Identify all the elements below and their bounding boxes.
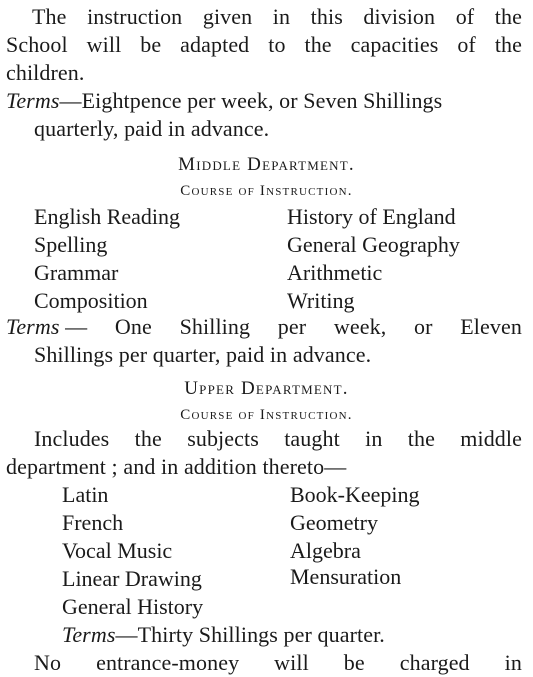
middle-subject: Composition bbox=[34, 288, 148, 313]
terms-label: Terms bbox=[6, 88, 60, 113]
middle-department-heading: Middle Department. bbox=[178, 154, 355, 175]
middle-subject: Grammar bbox=[34, 260, 119, 285]
middle-subject: General Geography bbox=[287, 232, 460, 257]
middle-terms-line-1: Terms — One Shilling per week, or Eleven bbox=[6, 314, 522, 339]
middle-course-subheading: Course of Instruction. bbox=[180, 183, 353, 199]
intro-line-1: The instruction given in this division of the bbox=[32, 4, 522, 29]
upper-intro-line-2: department ; and in addition thereto— bbox=[6, 454, 347, 479]
closing-line: No entrance-money will be charged in bbox=[34, 650, 522, 675]
middle-terms-line-2: Shillings per quarter, paid in advance. bbox=[34, 342, 372, 367]
terms-label: Terms bbox=[6, 314, 60, 339]
upper-terms-text: —Thirty Shillings per quarter. bbox=[115, 622, 385, 647]
upper-subject: Latin bbox=[62, 482, 109, 507]
terms-label: Terms bbox=[62, 622, 116, 647]
upper-subject: Geometry bbox=[290, 510, 378, 535]
upper-subject: French bbox=[62, 510, 124, 535]
infant-terms-line-2: quarterly, paid in advance. bbox=[34, 116, 270, 141]
middle-subject: History of England bbox=[287, 204, 456, 229]
intro-line-3: children. bbox=[6, 60, 85, 85]
upper-subject: General History bbox=[62, 594, 204, 619]
middle-subject: Spelling bbox=[34, 232, 108, 257]
upper-subject: Vocal Music bbox=[62, 538, 173, 563]
upper-subject: Linear Drawing bbox=[62, 566, 202, 591]
upper-subject: Mensuration bbox=[290, 564, 402, 589]
upper-subject: Algebra bbox=[290, 538, 361, 563]
upper-department-heading: Upper Department. bbox=[184, 378, 349, 399]
middle-subject: Writing bbox=[287, 288, 355, 313]
middle-subject: Arithmetic bbox=[287, 260, 383, 285]
middle-subject: English Reading bbox=[34, 204, 181, 229]
upper-terms-line bbox=[62, 622, 385, 648]
upper-course-subheading: Course of Instruction. bbox=[180, 407, 353, 423]
infant-terms-text: —Eightpence per week, or Seven Shillings bbox=[59, 88, 443, 113]
upper-intro-line-1: Includes the subjects taught in the middle bbox=[34, 426, 522, 451]
upper-subject: Book-Keeping bbox=[290, 482, 420, 507]
intro-line-2: School will be adapted to the capacities of the bbox=[6, 32, 522, 57]
infant-terms-line-1 bbox=[6, 88, 442, 114]
